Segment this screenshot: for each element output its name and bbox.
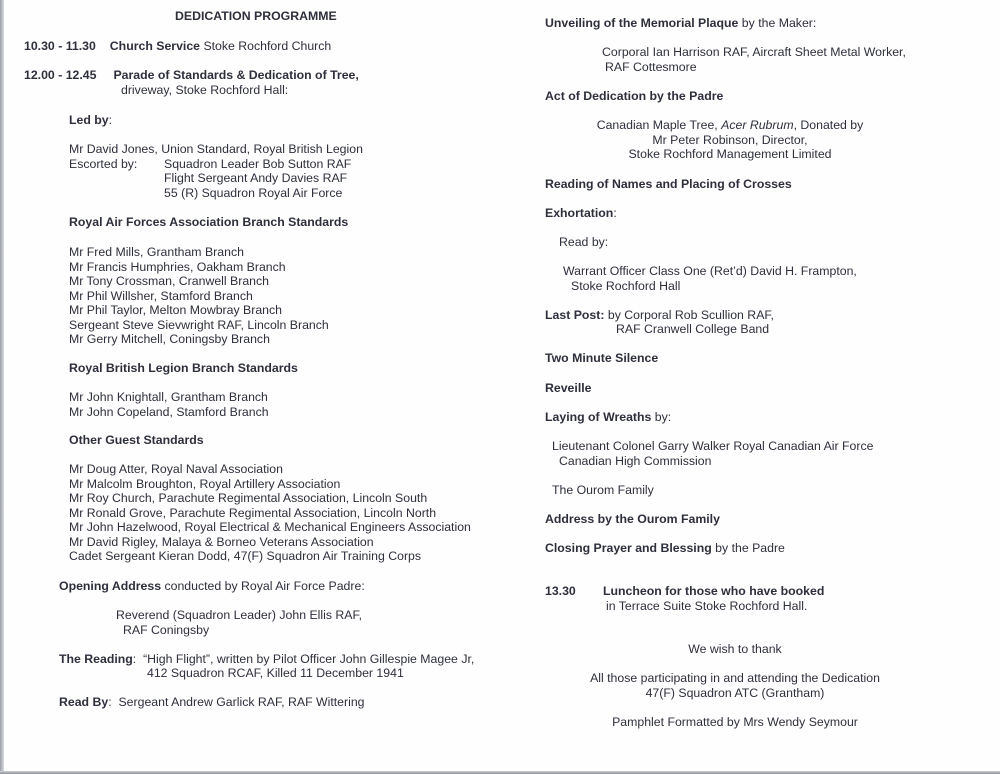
tree-line1: Canadian Maple Tree, Acer Rubrum, Donated by bbox=[596, 118, 864, 132]
reading-line2: 412 Squadron RCAF, Killed 11 December 1941 bbox=[147, 666, 404, 680]
list-item: Sergeant Steve Sievwright RAF, Lincoln Branch bbox=[69, 317, 329, 332]
wreath-layer-org: Canadian High Commission bbox=[559, 454, 712, 468]
padre-name: Reverend (Squadron Leader) John Ellis RAF, bbox=[116, 608, 363, 622]
list-item: Mr John Copeland, Stamford Branch bbox=[69, 404, 269, 419]
luncheon: 13.30 Luncheon for those who have booked bbox=[545, 584, 825, 598]
list-item: Mr Phil Willsher, Stamford Branch bbox=[69, 288, 253, 303]
exhortation-read-by: Read by: bbox=[559, 235, 609, 249]
wreath-family: The Ourom Family bbox=[552, 483, 654, 497]
other-list bbox=[69, 462, 471, 564]
laying-of-wreaths: Laying of Wreaths by: bbox=[545, 410, 672, 424]
list-item: Mr David Rigley, Malaya & Borneo Veterans Association bbox=[69, 534, 374, 549]
list-item: Mr Doug Atter, Royal Naval Association bbox=[69, 462, 283, 476]
parade: 12.00 - 12.45 Parade of Standards & Dedication of Tree, bbox=[24, 68, 359, 82]
list-item: Mr Ronald Grove, Parachute Regimental Association, Lincoln North bbox=[69, 505, 437, 520]
tree-line3: Stoke Rochford Management Limited bbox=[628, 147, 832, 161]
parade-detail: driveway, Stoke Rochford Hall: bbox=[121, 83, 289, 97]
page-title: DEDICATION PROGRAMME bbox=[175, 9, 337, 23]
leader: Mr David Jones, Union Standard, Royal British Legion bbox=[69, 142, 363, 156]
list-item: Mr Phil Taylor, Melton Mowbray Branch bbox=[69, 303, 282, 317]
escort: Flight Sergeant Andy Davies RAF bbox=[164, 171, 348, 185]
list-item: Mr Fred Mills, Grantham Branch bbox=[69, 245, 244, 259]
escort: 55 (R) Squadron Royal Air Force bbox=[164, 186, 343, 200]
escort: Squadron Leader Bob Sutton RAF bbox=[164, 157, 352, 171]
reading-names: Reading of Names and Placing of Crosses bbox=[545, 177, 792, 191]
thanks-body bbox=[560, 671, 910, 700]
tree-line2: Mr Peter Robinson, Director, bbox=[652, 132, 808, 147]
luncheon-detail: in Terrace Suite Stoke Rochford Hall. bbox=[606, 599, 808, 613]
two-minute-silence: Two Minute Silence bbox=[545, 351, 659, 365]
reading: The Reading: “High Flight”, written by Pilot Officer John Gillespie Magee Jr, bbox=[59, 652, 475, 666]
exhortation-reader: Warrant Officer Class One (Ret’d) David H. Frampton, bbox=[563, 264, 857, 278]
reveille: Reveille bbox=[545, 381, 592, 395]
maker-station: RAF Cottesmore bbox=[605, 60, 697, 74]
thanks-line2: 47(F) Squadron ATC (Grantham) bbox=[645, 685, 825, 700]
read-by: Read By: Sergeant Andrew Garlick RAF, RAF Wittering bbox=[59, 695, 365, 709]
pamphlet-credit: Pamphlet Formatted by Mrs Wendy Seymour bbox=[612, 715, 858, 729]
list-item: Mr John Hazelwood, Royal Electrical & Mechanical Engineers Association bbox=[69, 520, 471, 534]
unveiling: Unveiling of the Memorial Plaque by the Maker: bbox=[545, 16, 817, 30]
scan-left-edge bbox=[0, 0, 4, 774]
act-of-dedication: Act of Dedication by the Padre bbox=[545, 89, 724, 103]
address-by-family: Address by the Ourom Family bbox=[545, 512, 720, 526]
list-item: Mr John Knightall, Grantham Branch bbox=[69, 390, 268, 404]
maker-name: Corporal Ian Harrison RAF, Aircraft Sheet Metal Worker, bbox=[602, 45, 906, 59]
led-by-heading: Led by: bbox=[69, 113, 113, 127]
opening-address: Opening Address conducted by Royal Air Force Padre: bbox=[59, 579, 365, 593]
list-item: Mr Gerry Mitchell, Coningsby Branch bbox=[69, 332, 270, 346]
last-post: Last Post: by Corporal Rob Scullion RAF, bbox=[545, 308, 774, 322]
rafa-heading: Royal Air Forces Association Branch Standards bbox=[69, 215, 349, 229]
wreath-layer: Lieutenant Colonel Garry Walker Royal Canadian Air Force bbox=[552, 439, 874, 453]
list-item: Mr Francis Humphries, Oakham Branch bbox=[69, 259, 286, 274]
list-item: Cadet Sergeant Kieran Dodd, 47(F) Squadron Air Training Corps bbox=[69, 549, 422, 563]
rbl-list bbox=[69, 390, 269, 419]
other-heading: Other Guest Standards bbox=[69, 433, 204, 447]
closing-prayer: Closing Prayer and Blessing by the Padre bbox=[545, 541, 785, 555]
rbl-heading: Royal British Legion Branch Standards bbox=[69, 361, 298, 375]
thanks-line1: All those participating in and attending the Dedication bbox=[590, 671, 880, 685]
church-service: 10.30 - 11.30 Church Service Stoke Rochford Church bbox=[24, 39, 332, 53]
thanks-heading: We wish to thank bbox=[688, 642, 782, 656]
list-item: Mr Malcolm Broughton, Royal Artillery Association bbox=[69, 476, 341, 491]
padre-station: RAF Coningsby bbox=[123, 623, 210, 637]
last-post-band: RAF Cranwell College Band bbox=[616, 322, 770, 336]
list-item: Mr Tony Crossman, Cranwell Branch bbox=[69, 274, 270, 288]
exhortation: Exhortation: bbox=[545, 206, 617, 220]
tree-details bbox=[560, 118, 900, 162]
exhortation-place: Stoke Rochford Hall bbox=[571, 279, 681, 293]
list-item: Mr Roy Church, Parachute Regimental Association, Lincoln South bbox=[69, 491, 428, 505]
escorted-label: Escorted by: bbox=[69, 157, 138, 171]
rafa-list bbox=[69, 245, 329, 347]
